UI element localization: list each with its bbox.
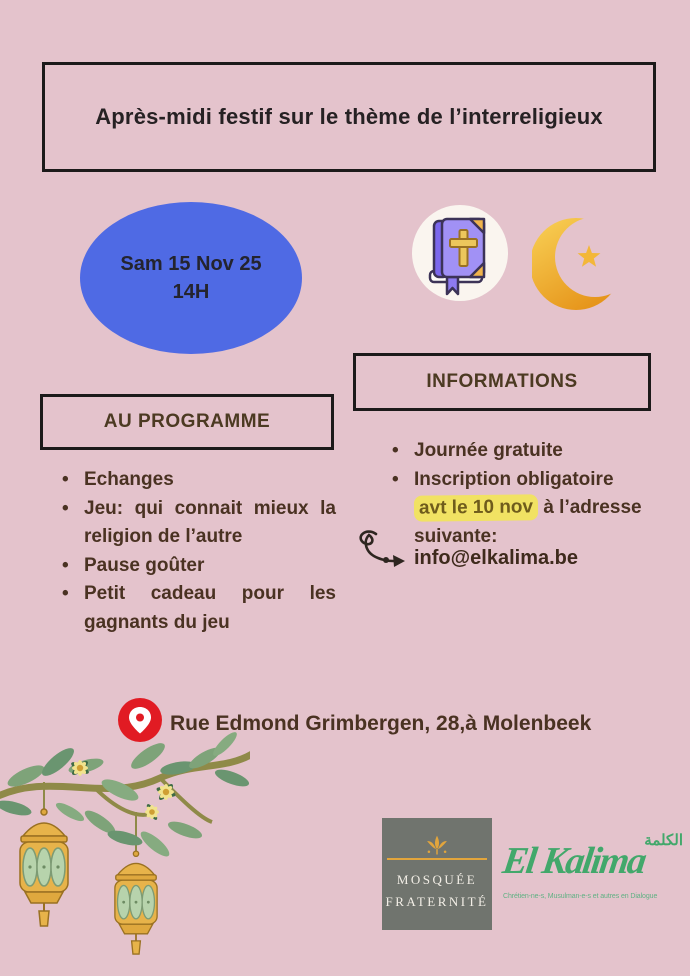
title-box [42, 62, 656, 172]
info-text-post: à l’adresse suivante: [414, 497, 642, 547]
lantern [20, 809, 68, 926]
address-text: Rue Edmond Grimbergen, 28,à Molenbeek [170, 712, 592, 735]
program-item: • Petit cadeau pour les gagnants du jeu [58, 580, 336, 637]
lantern [115, 851, 157, 954]
elkalima-logo [500, 831, 685, 911]
program-list [58, 466, 336, 637]
elkalima-arabic-text: الكلمة [644, 832, 683, 849]
informations-heading: INFORMATIONS [426, 371, 578, 392]
page-title: Après-midi festif sur le thème de l’interreligieux [95, 104, 603, 129]
mosque-fraternite-logo [382, 818, 492, 930]
program-item: • Pause goûter [58, 552, 336, 581]
program-heading-box [40, 394, 334, 450]
tulip-ornament-icon [419, 833, 455, 858]
mosque-logo-line2: FRATERNITÉ [385, 894, 489, 909]
date-badge [80, 202, 302, 354]
program-item: • Jeu: qui connait mieux la religion de l’autre [58, 495, 336, 552]
crescent-moon-star-icon [532, 212, 628, 312]
informations-list [388, 437, 679, 551]
curly-arrow-icon [350, 528, 414, 572]
time-text: 14H [172, 281, 210, 303]
informations-heading-box [353, 353, 651, 411]
program-heading: AU PROGRAMME [103, 411, 271, 432]
deadline-highlight: avt le 10 nov [414, 494, 538, 521]
bible-icon [410, 203, 510, 303]
program-item: • Echanges [58, 466, 336, 495]
email-text: info@elkalima.be [414, 547, 578, 569]
elkalima-tagline: Chrétien-ne-s, Musulman-e-s et autres en Dialogue [503, 893, 658, 900]
gold-divider [387, 858, 487, 860]
mosque-logo-line1: MOSQUÉE [396, 872, 478, 887]
branch-lanterns-illustration [0, 726, 250, 976]
elkalima-name: El Kalima [500, 840, 648, 882]
informations-item [388, 466, 679, 552]
info-text-pre: Inscription obligatoire [414, 468, 614, 490]
informations-item: • Journée gratuite [388, 437, 679, 466]
date-text: Sam 15 Nov 25 [120, 253, 262, 275]
